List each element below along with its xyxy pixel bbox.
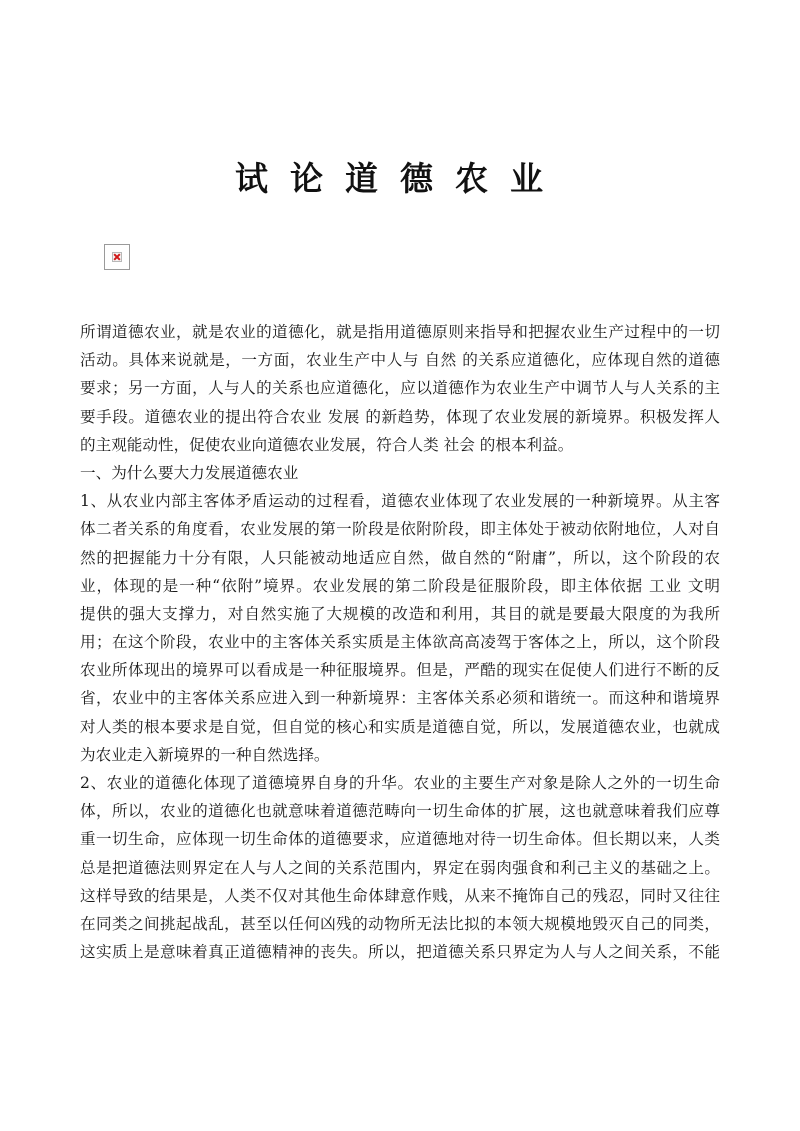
document-title: 试论道德农业 xyxy=(235,159,565,198)
text-line: 省，农业中的主客体关系应进入到一种新境界：主客体关系必须和谐统一。而这种和谐境界 xyxy=(80,689,720,708)
text-line: 然的把握能力十分有限，人只能被动地适应自然，做自然的“附庸”，所以，这个阶段的农 xyxy=(80,548,720,567)
text-line: 2、农业的道德化体现了道德境界自身的升华。农业的主要生产对象是除人之外的一切生命 xyxy=(80,774,720,792)
text-line: 这实质上是意味着真正道德精神的丧失。所以，把道德关系只界定为人与人之间关系，不能 xyxy=(80,943,720,962)
text-line: 对人类的根本要求是自觉，但自觉的核心和实质是道德自觉，所以，发展道德农业，也就成 xyxy=(80,717,720,736)
text-line: 在同类之间挑起战乱，甚至以任何凶残的动物所无法比拟的本领大规模地毁灭自己的同类， xyxy=(80,914,720,933)
text-line: 体，所以，农业的道德化也就意味着道德范畴向一切生命体的扩展，这也就意味着我们应尊 xyxy=(80,802,720,821)
text-line: 1、从农业内部主客体矛盾运动的过程看，道德农业体现了农业发展的一种新境界。从主客 xyxy=(80,492,720,511)
text-line: 这样导致的结果是，人类不仅对其他生命体肆意作贱，从来不掩饰自己的残忍，同时又往往 xyxy=(80,886,720,905)
text-line: 体二者关系的角度看，农业发展的第一阶段是依附阶段，即主体处于被动依附地位，人对自 xyxy=(80,520,720,539)
text-line: 业，体现的是一种“依附”境界。农业发展的第二阶段是征服阶段，即主体依据 工业 文明 xyxy=(80,576,720,595)
text-line: 农业所体现出的境界可以看成是一种征服境界。但是，严酷的现实在促使人们进行不断的反 xyxy=(80,661,720,680)
image-placeholder-x xyxy=(112,252,122,262)
text-line: 总是把道德法则界定在人与人之间的关系范围内，界定在弱肉强食和利己主义的基础之上。 xyxy=(80,858,720,877)
text-line: 用；在这个阶段，农业中的主客体关系实质是主体欲高高凌驾于客体之上，所以，这个阶段 xyxy=(80,633,720,652)
text-line: 要手段。道德农业的提出符合农业 发展 的新趋势，体现了农业发展的新境界。积极发挥人 xyxy=(80,407,720,426)
text-line: 活动。具体来说就是，一方面，农业生产中人与 自然 的关系应道德化，应体现自然的道德 xyxy=(80,351,720,370)
text-line: 重一切生命，应体现一切生命体的道德要求，应道德地对待一切生命体。但长期以来，人类 xyxy=(80,830,720,849)
text-line: 要求；另一方面，人与人的关系也应道德化，应以道德作为农业生产中调节人与人关系的主 xyxy=(80,379,720,398)
text-line: 所谓道德农业，就是农业的道德化，就是指用道德原则来指导和把握农业生产过程中的一切 xyxy=(80,323,720,341)
section-heading: 一、为什么要大力发展道德农业 xyxy=(80,463,299,482)
text-line: 提供的强大支撑力，对自然实施了大规模的改造和利用，其目的就是要最大限度的为我所 xyxy=(80,604,720,623)
broken-image-icon xyxy=(104,244,130,270)
document-body xyxy=(80,318,720,966)
text-line: 为农业走入新境界的一种自然选择。 xyxy=(80,745,330,764)
text-line: 的主观能动性，促使农业向道德农业发展，符合人类 社会 的根本利益。 xyxy=(80,435,574,454)
